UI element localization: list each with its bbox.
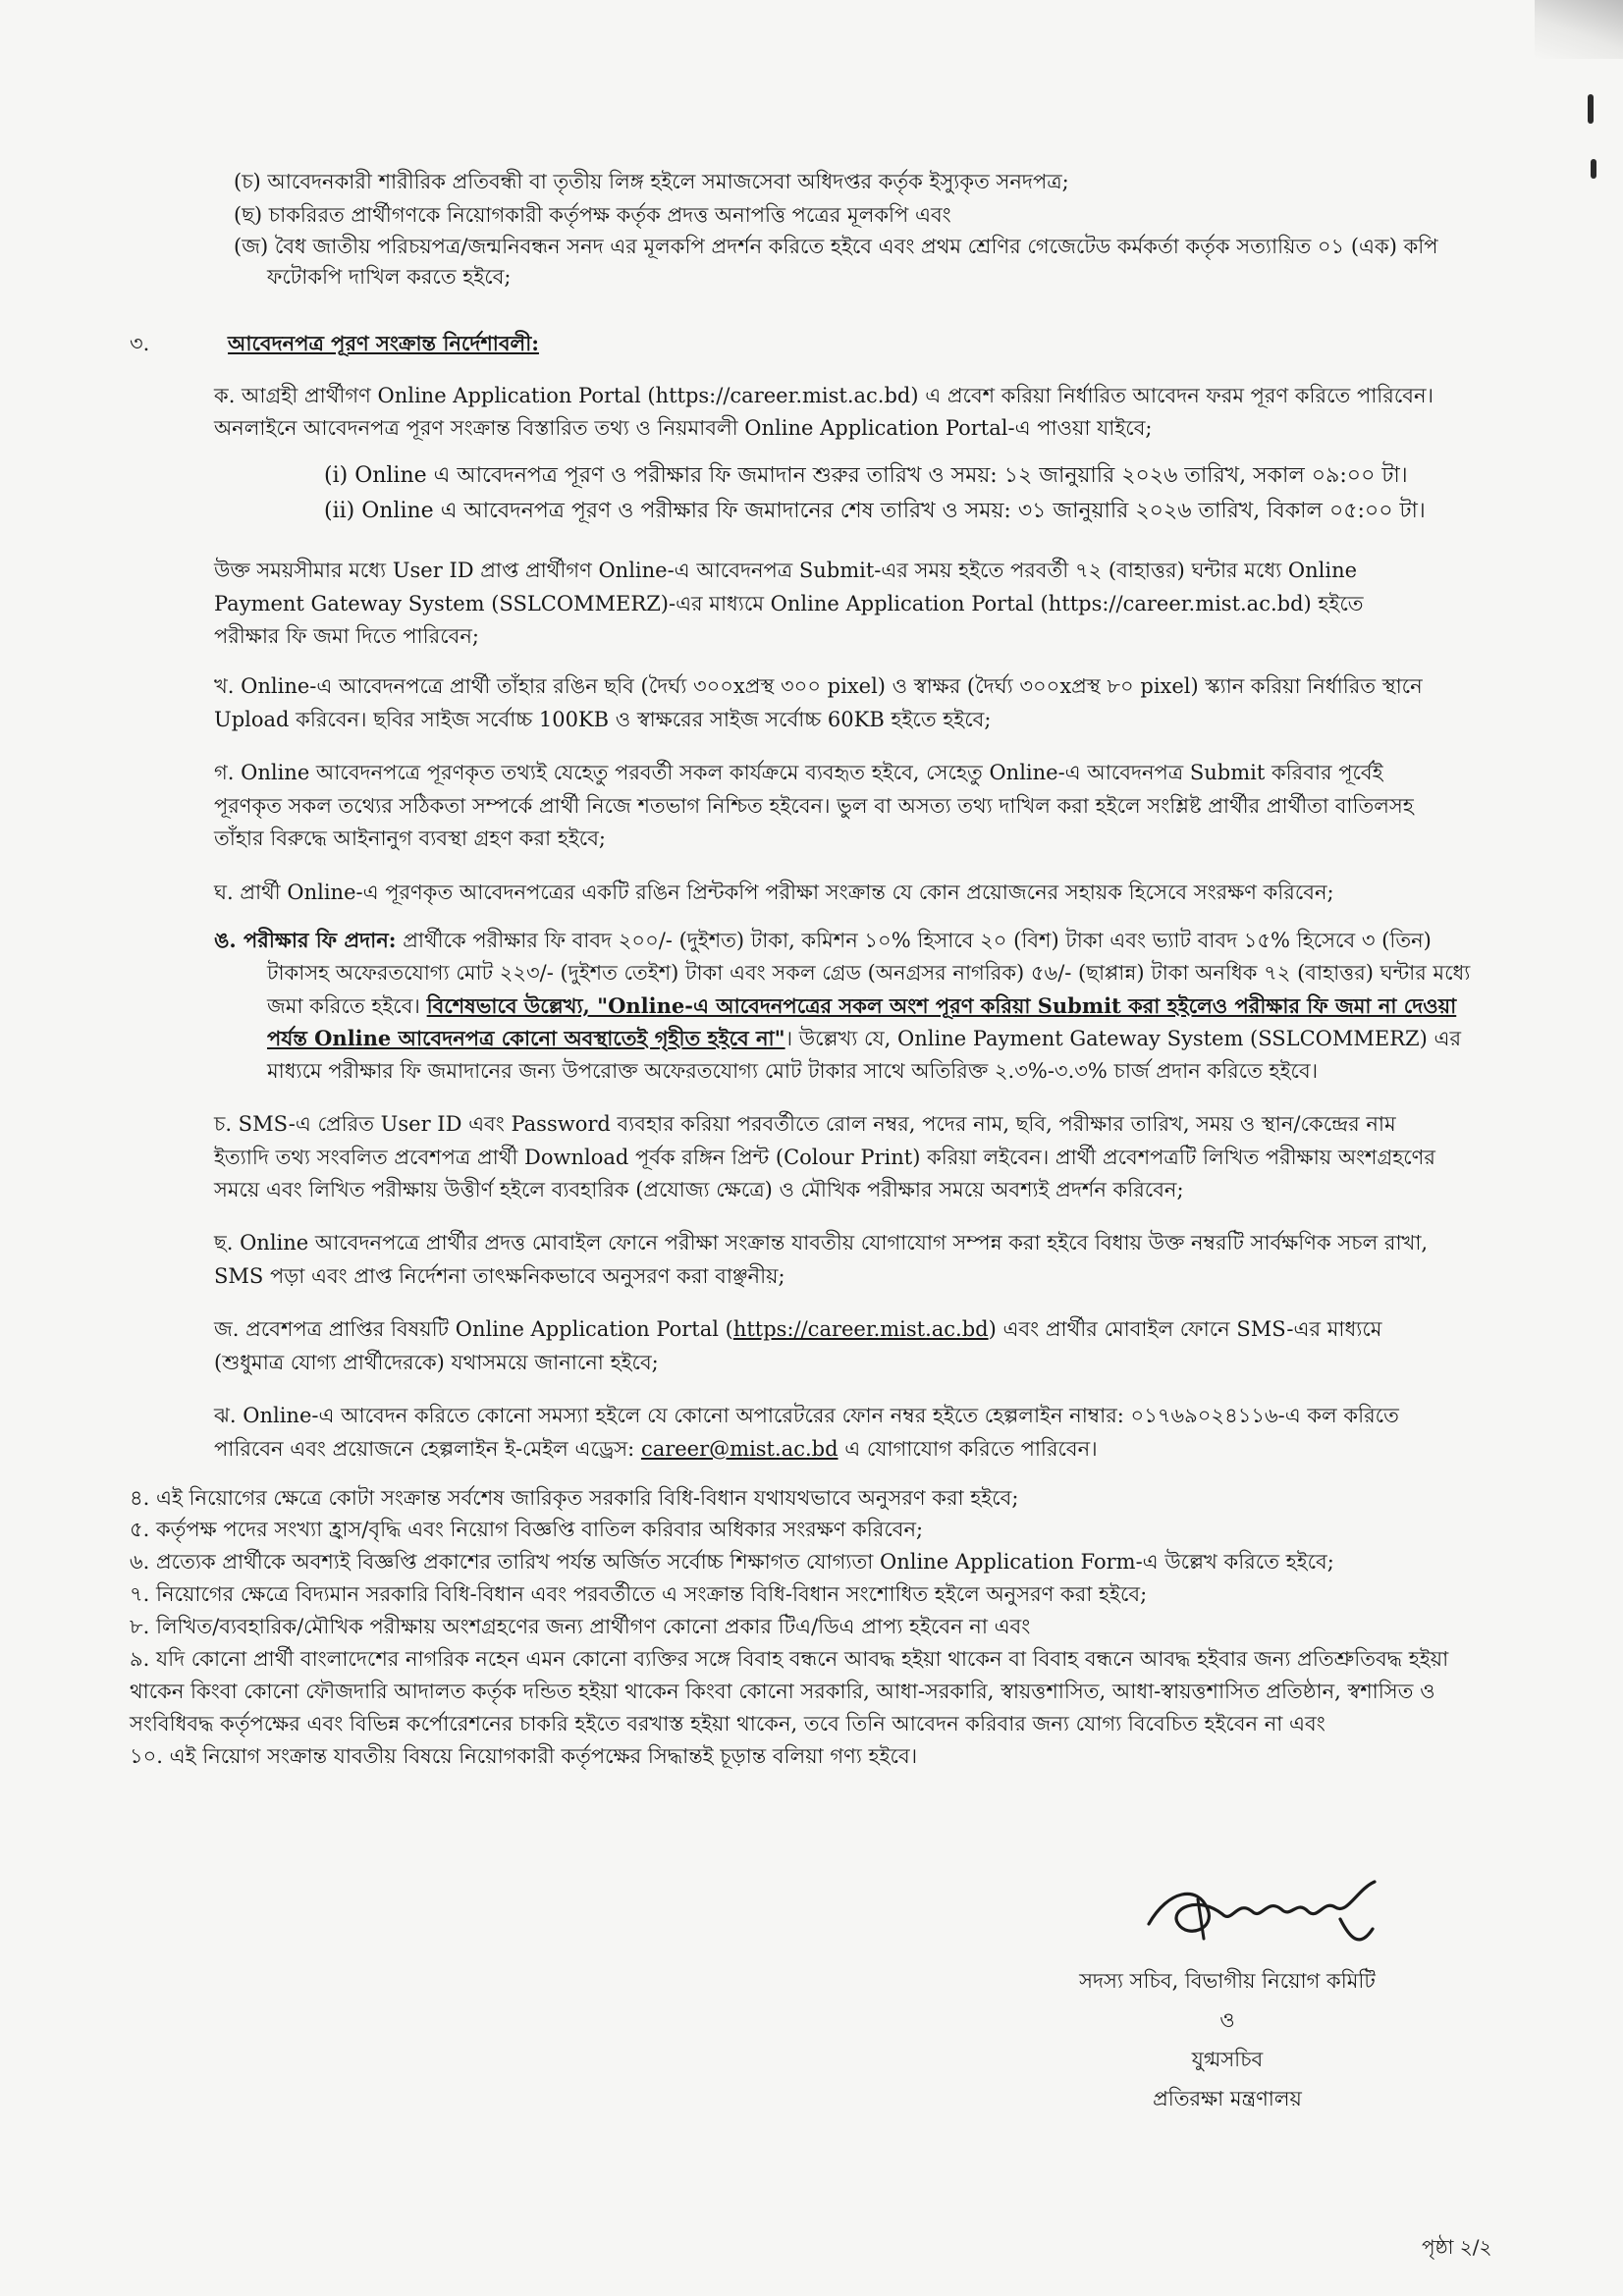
para-5: ৫. কর্তৃপক্ষ পদের সংখ্যা হ্রাস/বৃদ্ধি এবং নিয়োগ বিজ্ঞপ্তি বাতিল করিবার অধিকার সংরক্ষণ করিবেন; bbox=[130, 1518, 924, 1541]
para-kha-line2: Upload করিবেন। ছবির সাইজ সর্বোচ্চ 100KB ও স্বাক্ষরের সাইজ সর্বোচ্চ 60KB হইতে হইবে; bbox=[214, 708, 992, 731]
fee-text: প্রার্থীকে পরীক্ষার ফি বাবদ ২০০/- (দুইশত) টাকা, কমিশন ১০% হিসাবে ২০ (বিশ) টাকা এবং ভ্যাট বাবদ ১৫% হিসেবে ৩ (তিন) bbox=[396, 929, 1432, 952]
para-cha-line3: সময়ে এবং লিখিত পরীক্ষায় উত্তীর্ণ হইলে ব্যবহারিক (প্রযোজ্য ক্ষেত্রে) ও মৌখিক পরীক্ষার সময়ে অবশ্যই প্রদর্শন করিবেন; bbox=[214, 1178, 1184, 1201]
text: এ যোগাযোগ করিতে পারিবেন। bbox=[838, 1437, 1098, 1461]
signatory-ministry: প্রতিরক্ষা মন্ত্রণালয় bbox=[1153, 2087, 1302, 2110]
para-9-line2: থাকেন কিংবা কোনো ফৌজদারি আদালত কর্তৃক দন্ডিত হইয়া থাকেন কিংবা কোনো সরকারি, আধা-সরকারি, স্বায়ত্তশাসিত, আধা-স্বায়ত্তশাসিত প্রতিষ্ঠান, স্বশাসিত ও bbox=[130, 1680, 1435, 1703]
para-jha-line1: ঝ. Online-এ আবেদন করিতে কোনো সমস্যা হইলে যে কোনো অপারেটরের ফোন নম্বর হইতে হেল্পলাইন নাম্বার: ০১৭৬৯০২৪১১৬-এ কল করিতে bbox=[214, 1404, 1399, 1427]
text: ) এবং প্রার্থীর মোবাইল ফোনে SMS-এর মাধ্যমে bbox=[988, 1317, 1382, 1341]
para-ka-line2: অনলাইনে আবেদনপত্র পূরণ সংক্রান্ত বিস্তারিত তথ্য ও নিয়মাবলী Online Application Portal-এ পাওয়া যাইবে; bbox=[214, 416, 1153, 440]
para-ja-line1 bbox=[214, 1315, 1381, 1343]
para-jha-line2 bbox=[214, 1435, 1098, 1463]
para-uo-line2: টাকাসহ অফেরতযোগ্য মোট ২২৩/- (দুইশত তেইশ) টাকা এবং সকল গ্রেড (অনগ্রসর নাগরিক) ৫৬/- (ছাপ্পান্ন) টাকা অনধিক ৭২ (বাহাত্তর) ঘন্টার মধ্যে bbox=[267, 961, 1471, 985]
para-7: ৭. নিয়োগের ক্ষেত্রে বিদ্যমান সরকারি বিধি-বিধান এবং পরবর্তীতে এ সংক্রান্ত বিধি-বিধান সংশোধিত হইলে অনুসরণ করা হইবে; bbox=[130, 1582, 1148, 1606]
item-cha: (চ) আবেদনকারী শারীরিক প্রতিবন্ধী বা তৃতীয় লিঙ্গ হইলে সমাজসেবা অধিদপ্তর কর্তৃক ইস্যুকৃত সনদপত্র; bbox=[234, 170, 1069, 193]
para-6: ৬. প্রত্যেক প্রার্থীকে অবশ্যই বিজ্ঞপ্তি প্রকাশের তারিখ পর্যন্ত অর্জিত সর্বোচ্চ শিক্ষাগত যোগ্যতা Online Application Form-এ উল্লেখ করিতে হইবে; bbox=[130, 1550, 1334, 1574]
para-uo-line3 bbox=[267, 992, 1456, 1020]
para-ja-line2: (শুধুমাত্র যোগ্য প্রার্থীদেরকে) যথাসময়ে জানানো হইবে; bbox=[214, 1351, 659, 1374]
section-title: আবেদনপত্র পূরণ সংক্রান্ত নির্দেশাবলী: bbox=[228, 331, 539, 355]
item-ja-line1: (জ) বৈধ জাতীয় পরিচয়পত্র/জন্মনিবন্ধন সনদ এর মূলকপি প্রদর্শন করিতে হইবে এবং প্রথম শ্রেণির গেজেটেড কর্মকর্তা কর্তৃক সত্যায়িত ০১ (এক) কপি bbox=[234, 235, 1438, 258]
scan-edge-mark bbox=[1591, 159, 1596, 179]
para-4: ৪. এই নিয়োগের ক্ষেত্রে কোটা সংক্রান্ত সর্বশেষ জারিকৃত সরকারি বিধি-বিধান যথাযথভাবে অনুসরণ করা হইবে; bbox=[130, 1486, 1019, 1510]
scan-edge-mark bbox=[1588, 94, 1594, 124]
para-ka2-line3: পরীক্ষার ফি জমা দিতে পারিবেন; bbox=[214, 624, 479, 648]
para-ka-date-end: (ii) Online এ আবেদনপত্র পূরণ ও পরীক্ষার ফি জমাদানের শেষ তারিখ ও সময়: ৩১ জানুয়ারি ২০২৬ তারিখ, বিকাল ০৫:০০ টা। bbox=[324, 499, 1426, 523]
item-chha: (ছ) চাকরিরত প্রার্থীগণকে নিয়োগকারী কর্তৃপক্ষ কর্তৃক প্রদত্ত অনাপত্তি পত্রের মূলকপি এবং bbox=[234, 203, 951, 227]
para-ga-line1: গ. Online আবেদনপত্রে পূরণকৃত তথ্যই যেহেতু পরবর্তী সকল কার্যক্রমে ব্যবহৃত হইবে, সেহেতু Online-এ আবেদনপত্র Submit করিবার পূর্বেই bbox=[214, 761, 1383, 784]
fee-emphasis: বিশেষভাবে উল্লেখ্য, "Online-এ আবেদনপত্রের সকল অংশ পূরণ করিয়া Submit করা হইলেও পরীক্ষার ফি জমা না দেওয়া bbox=[426, 993, 1457, 1018]
para-cha-line1: চ. SMS-এ প্রেরিত User ID এবং Password ব্যবহার করিয়া পরবর্তীতে রোল নম্বর, পদের নাম, ছবি, পরীক্ষার তারিখ, সময় ও স্থান/কেন্দ্রের নাম bbox=[214, 1112, 1396, 1136]
helpline-email-link[interactable]: career@mist.ac.bd bbox=[640, 1437, 839, 1461]
para-9-line3: সংবিধিবদ্ধ কর্তৃপক্ষের এবং বিভিন্ন কর্পোরেশনের চাকরি হইতে বরখাস্ত হইয়া থাকেন, তবে তিনি আবেদন করিবার জন্য যোগ্য বিবেচিত হইবেন না এবং bbox=[130, 1712, 1325, 1735]
signatory-title: সদস্য সচিব, বিভাগীয় নিয়োগ কমিটি bbox=[1079, 1969, 1376, 1993]
handwritten-signature bbox=[1139, 1870, 1404, 1963]
fee-text: জমা করিতে হইবে। bbox=[267, 994, 427, 1018]
signatory-and: ও bbox=[1219, 2008, 1235, 2032]
para-uo-line5: মাধ্যমে পরীক্ষার ফি জমাদানের জন্য উপরোক্ত অফেরতযোগ্য মোট টাকার সাথে অতিরিক্ত ২.৩%-৩.৩% চার্জ প্রদান করিতে হইবে। bbox=[267, 1059, 1319, 1083]
para-chha-line1: ছ. Online আবেদনপত্রে প্রার্থীর প্রদত্ত মোবাইল ফোনে পরীক্ষা সংক্রান্ত যাবতীয় যোগাযোগ সম্পন্ন করা হইবে বিধায় উক্ত নম্বরটি সার্বক্ষণিক সচল রাখা, bbox=[214, 1231, 1429, 1255]
para-uo-line1 bbox=[214, 927, 1432, 954]
text: জ. প্রবেশপত্র প্রাপ্তির বিষয়টি Online Application Portal ( bbox=[214, 1317, 733, 1341]
para-gha-line1: ঘ. প্রার্থী Online-এ পূরণকৃত আবেদনপত্রের একটি রঙিন প্রিন্টকপি পরীক্ষা সংক্রান্ত যে কোন প্রয়োজনের সহায়ক হিসেবে সংরক্ষণ করিবেন; bbox=[214, 881, 1334, 904]
para-ka2-line2: Payment Gateway System (SSLCOMMERZ)-এর মাধ্যমে Online Application Portal (https://career.mist.ac.bd) হইতে bbox=[214, 592, 1364, 615]
para-8: ৮. লিখিত/ব্যবহারিক/মৌখিক পরীক্ষায় অংশগ্রহণের জন্য প্রার্থীগণ কোনো প্রকার টিএ/ডিএ প্রাপ্য হইবেন না এবং bbox=[130, 1615, 1031, 1638]
page-number: পৃষ্ঠা ২/২ bbox=[1422, 2235, 1492, 2259]
para-10: ১০. এই নিয়োগ সংক্রান্ত যাবতীয় বিষয়ে নিয়োগকারী কর্তৃপক্ষের সিদ্ধান্তই চূড়ান্ত বলিয়া গণ্য হইবে। bbox=[130, 1744, 918, 1768]
fee-label: ঙ. পরীক্ষার ফি প্রদান: bbox=[214, 928, 397, 952]
item-ja-line2: ফটোকপি দাখিল করতে হইবে; bbox=[267, 265, 512, 289]
scan-shadow bbox=[1535, 0, 1623, 59]
para-cha-line2: ইত্যাদি তথ্য সংবলিত প্রবেশপত্র প্রার্থী Download পূর্বক রঙ্গিন প্রিন্ট (Colour Print) করিয়া লইবেন। প্রার্থী প্রবেশপত্রটি লিখিত পরীক্ষায় অংশগ্রহণের bbox=[214, 1146, 1435, 1169]
signatory-designation: যুগ্মসচিব bbox=[1191, 2048, 1264, 2071]
para-chha-line2: SMS পড়া এবং প্রাপ্ত নির্দেশনা তাৎক্ষনিকভাবে অনুসরণ করা বাঞ্ছনীয়; bbox=[214, 1264, 785, 1288]
para-ka2-line1: উক্ত সময়সীমার মধ্যে User ID প্রাপ্ত প্রার্থীগণ Online-এ আবেদনপত্র Submit-এর সময় হইতে পরবর্তী ৭২ (বাহাত্তর) ঘন্টার মধ্যে Online bbox=[214, 559, 1358, 582]
para-ga-line3: তাঁহার বিরুদ্ধে আইনানুগ ব্যবস্থা গ্রহণ করা হইবে; bbox=[214, 827, 606, 850]
para-ka-date-start: (i) Online এ আবেদনপত্র পূরণ ও পরীক্ষার ফি জমাদান শুরুর তারিখ ও সময়: ১২ জানুয়ারি ২০২৬ তারিখ, সকাল ০৯:০০ টা। bbox=[324, 463, 1408, 488]
text: পারিবেন এবং প্রয়োজনে হেল্পলাইন ই-মেইল এড্রেস: bbox=[214, 1437, 641, 1461]
para-ka-line1: ক. আগ্রহী প্রার্থীগণ Online Application Portal (https://career.mist.ac.bd) এ প্রবেশ করিয়া নির্ধারিত আবেদন ফরম পূরণ করিতে পারিবেন। bbox=[214, 384, 1434, 407]
section-number: ৩. bbox=[130, 332, 150, 355]
signature-block bbox=[1021, 1961, 1434, 2118]
portal-link[interactable]: https://career.mist.ac.bd bbox=[732, 1317, 989, 1341]
para-uo-line4 bbox=[267, 1025, 1461, 1052]
fee-text: । উল্লেখ্য যে, Online Payment Gateway System (SSLCOMMERZ) এর bbox=[784, 1027, 1462, 1050]
para-9-line1: ৯. যদি কোনো প্রার্থী বাংলাদেশের নাগরিক নহেন এমন কোনো ব্যক্তির সঙ্গে বিবাহ বন্ধনে আবদ্ধ হইয়া থাকেন বা বিবাহ বন্ধনে আবদ্ধ হইবার জন্য প্রতিশ্রুতিবদ্ধ হইয়া bbox=[130, 1647, 1449, 1671]
para-kha-line1: খ. Online-এ আবেদনপত্রে প্রার্থী তাঁহার রঙিন ছবি (দৈর্ঘ্য ৩০০xপ্রস্থ ৩০০ pixel) ও স্বাক্ষর (দৈর্ঘ্য ৩০০xপ্রস্থ ৮০ pixel) স্ক্যান করিয়া নির্ধারিত স্থানে bbox=[214, 674, 1423, 698]
para-ga-line2: পূরণকৃত সকল তথ্যের সঠিকতা সম্পর্কে প্রার্থী নিজে শতভাগ নিশ্চিত হইবেন। ভুল বা অসত্য তথ্য দাখিল করা হইলে সংশ্লিষ্ট প্রার্থীর প্রার্থীতা বাতিলসহ bbox=[214, 794, 1414, 818]
fee-emphasis: পর্যন্ত Online আবেদনপত্র কোনো অবস্থাতেই গৃহীত হইবে না" bbox=[267, 1026, 785, 1050]
